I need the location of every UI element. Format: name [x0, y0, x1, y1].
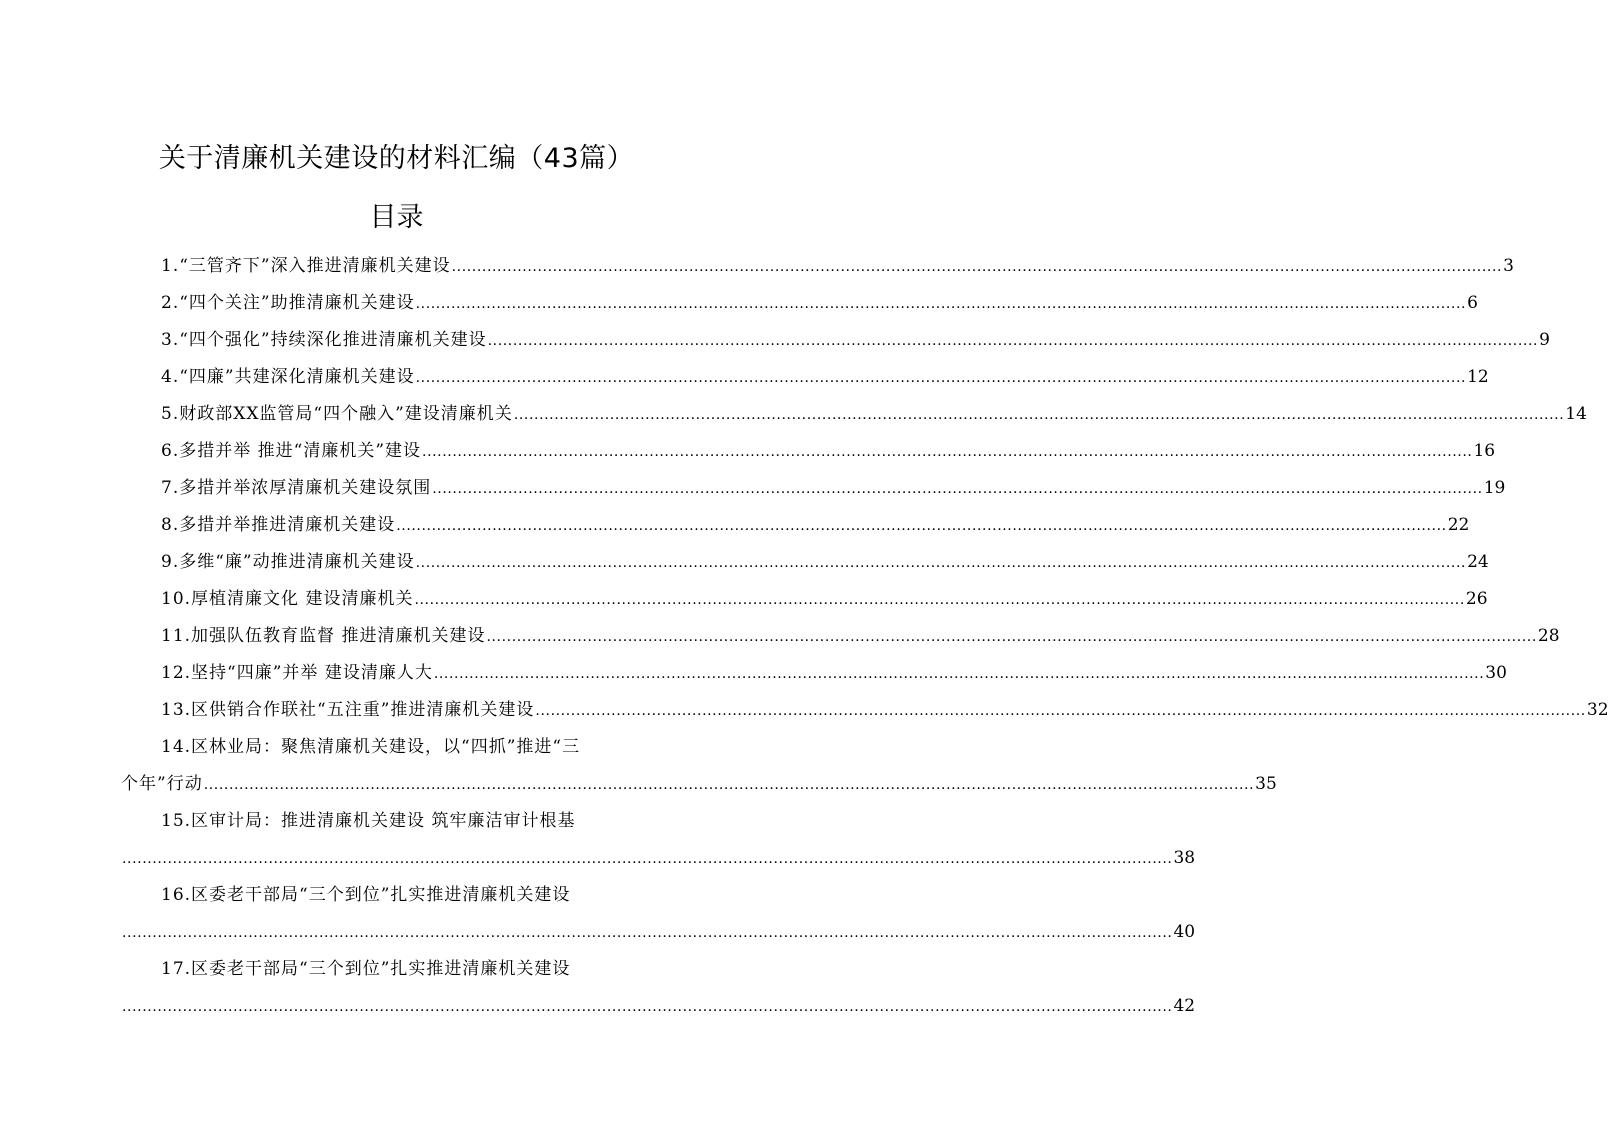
leader-dots [514, 397, 1564, 434]
toc-entry-2[interactable] [121, 285, 1478, 322]
toc-page-number: 40 [1173, 922, 1196, 942]
toc-page-number: 16 [1473, 441, 1496, 461]
toc-page-number: 35 [1255, 774, 1277, 794]
toc-entry-label: 5.财政部XX监管局“四个融入”建设清廉机关 [161, 404, 513, 424]
toc-page-number: 12 [1467, 367, 1489, 387]
toc-entry-label-line1: 14.区林业局：聚焦清廉机关建设，以“四抓”推进“三 [161, 737, 581, 757]
toc-entry-15[interactable] [121, 803, 1196, 877]
toc-entry-label: 3.“四个强化”持续深化推进清廉机关建设 [161, 330, 487, 350]
toc-page-number: 28 [1537, 626, 1560, 646]
toc-page-number: 42 [1173, 996, 1196, 1016]
toc-entry-5[interactable] [121, 396, 1587, 433]
toc-entry-label: 13.区供销合作联社“五注重”推进清廉机关建设 [161, 700, 535, 720]
toc-page-number: 22 [1447, 515, 1470, 535]
toc-entry-label: 12.坚持“四廉”并举 建设清廉人大 [161, 663, 433, 683]
leader-dots [432, 471, 1482, 508]
leader-dots [416, 286, 1466, 323]
toc-entry-16[interactable] [121, 877, 1196, 951]
toc-entry-4[interactable] [121, 359, 1489, 396]
leader-dots [414, 582, 1464, 619]
toc-entry-label: 10.厚植清廉文化 建设清廉机关 [161, 589, 414, 609]
toc-page-number: 19 [1483, 478, 1506, 498]
toc-entry-7[interactable] [121, 470, 1506, 507]
toc-entry-9[interactable] [121, 544, 1489, 581]
toc-entry-14[interactable] [121, 729, 1277, 803]
leader-dots [396, 508, 1446, 545]
toc-page-number: 6 [1467, 293, 1478, 313]
toc-page-number: 26 [1465, 589, 1488, 609]
toc-entry-label-line2: 个年”行动 [121, 774, 203, 794]
leader-dots [122, 841, 1172, 878]
toc-entry-8[interactable] [121, 507, 1470, 544]
toc-entry-10[interactable] [121, 581, 1488, 618]
toc-entry-label: 6.多措并举 推进“清廉机关”建设 [161, 441, 422, 461]
leader-dots [416, 545, 1466, 582]
leader-dots [122, 915, 1172, 952]
toc-page-number: 30 [1485, 663, 1507, 683]
toc-page-number: 3 [1503, 256, 1514, 276]
toc-page-number: 32 [1586, 700, 1609, 720]
toc-page-number: 38 [1173, 848, 1196, 868]
leader-dots [122, 989, 1172, 1026]
toc-entry-label: 2.“四个关注”助推清廉机关建设 [161, 293, 415, 313]
toc-entry-label: 15.区审计局：推进清廉机关建设 筑牢廉洁审计根基 [161, 811, 576, 831]
toc-entry-label: 7.多措并举浓厚清廉机关建设氛围 [161, 478, 432, 498]
leader-dots [422, 434, 1472, 471]
toc-entry-label: 17.区委老干部局“三个到位”扎实推进清廉机关建设 [161, 959, 571, 979]
toc-entry-6[interactable] [121, 433, 1496, 470]
toc-entry-13[interactable] [121, 692, 1609, 729]
toc-entry-label: 16.区委老干部局“三个到位”扎实推进清廉机关建设 [161, 885, 571, 905]
toc-page-number: 14 [1565, 404, 1587, 424]
leader-dots [535, 693, 1585, 730]
document-title: 关于清廉机关建设的材料汇编（43篇） [158, 143, 635, 174]
toc-entry-label: 9.多维“廉”动推进清廉机关建设 [161, 552, 415, 572]
toc-page-number: 9 [1539, 330, 1550, 350]
toc-entry-label: 4.“四廉”共建深化清廉机关建设 [161, 367, 415, 387]
toc-entry-3[interactable] [121, 322, 1550, 359]
toc-entry-11[interactable] [121, 618, 1560, 655]
table-of-contents [121, 248, 1609, 1025]
toc-heading: 目录 [369, 202, 424, 233]
leader-dots [416, 360, 1466, 397]
leader-dots [488, 323, 1538, 360]
toc-page-number: 24 [1467, 552, 1489, 572]
toc-entry-label: 1.“三管齐下”深入推进清廉机关建设 [161, 256, 451, 276]
leader-dots [486, 619, 1536, 656]
leader-dots [452, 249, 1502, 286]
toc-entry-12[interactable] [121, 655, 1507, 692]
toc-entry-17[interactable] [121, 951, 1196, 1025]
leader-dots [434, 656, 1484, 693]
toc-entry-1[interactable] [121, 248, 1514, 285]
toc-entry-label: 11.加强队伍教育监督 推进清廉机关建设 [161, 626, 486, 646]
toc-entry-label: 8.多措并举推进清廉机关建设 [161, 515, 396, 535]
leader-dots [204, 767, 1254, 804]
